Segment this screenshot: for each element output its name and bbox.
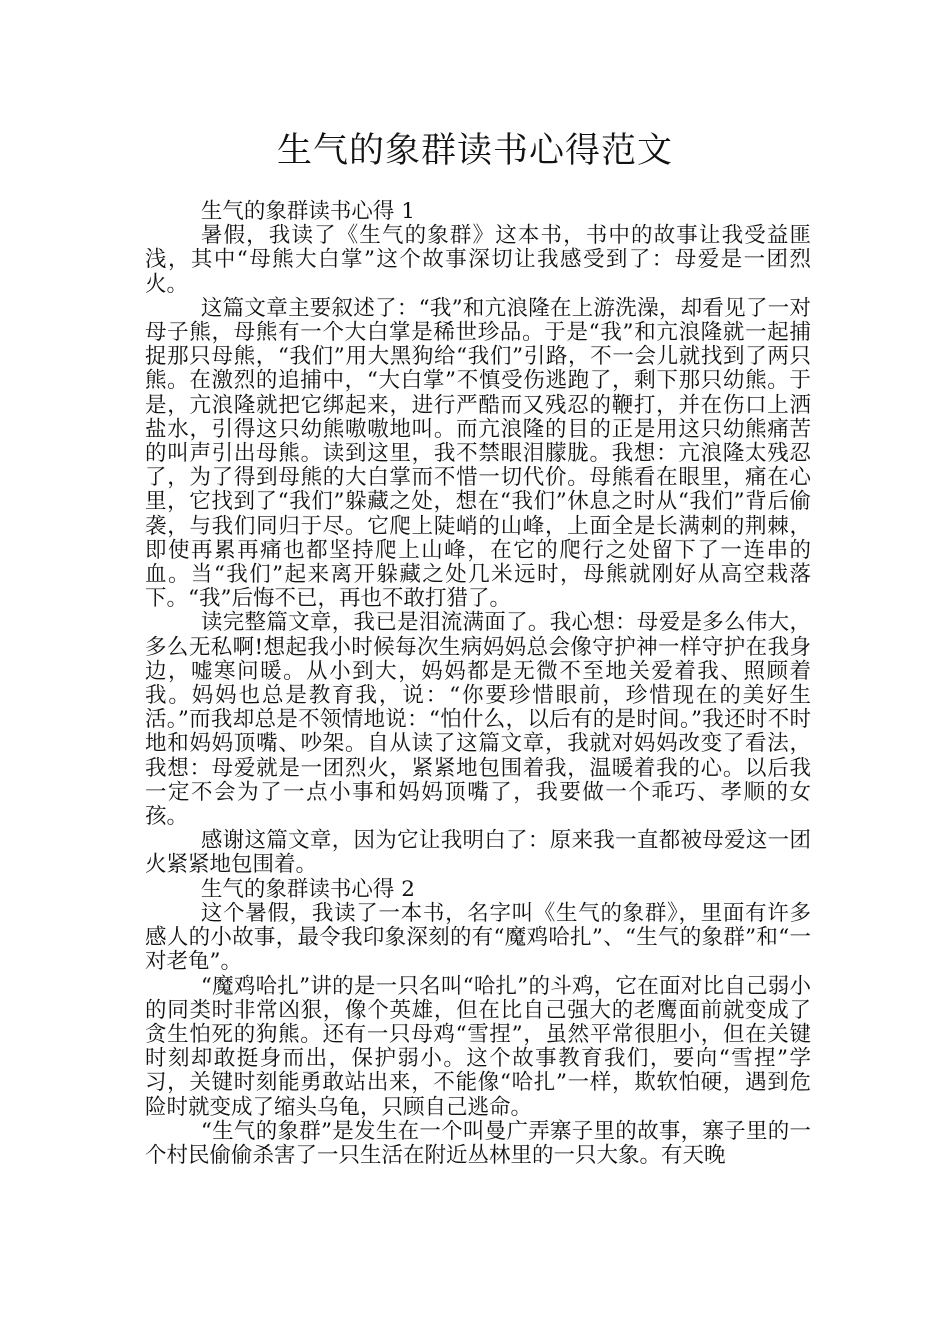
paragraph: 这个暑假，我读了一本书，名字叫《生气的象群》，里面有许多感人的小故事，最令我印象深刻的有“魔鸡哈扎”、“生气的象群”和“一对老龟”。 [145,900,811,975]
paragraph: 暑假，我读了《生气的象群》这本书，书中的故事让我受益匪浅，其中“母熊大白掌”这个故事深切让我感受到了：母爱是一团烈火。 [145,223,811,297]
paragraph: 感谢这篇文章，因为它让我明白了：原来我一直都被母爱这一团火紧紧地包围着。 [145,828,811,878]
paragraph: “魔鸡哈扎”讲的是一只名叫“哈扎”的斗鸡，它在面对比自己弱小的同类时非常凶狠，像个英雄，但在比自己强大的老鹰面前就变成了贪生怕死的狗熊。还有一只母鸡“雪捏”，虽然平常很胆小，但在关键时刻却敢挺身而出，保护弱小。这个故事教育我们，要向“雪捏”学习，关键时刻能勇敢站出来，不能像“哈扎”一样，欺软怕硬，遇到危险时就变成了缩头乌龟，只顾自己逃命。 [145,973,811,1120]
paragraph: 读完整篇文章，我已是泪流满面了。我心想：母爱是多么伟大，多么无私啊!想起我小时候每次生病妈妈总会像守护神一样守护在我身边，嘘寒问暖。从小到大，妈妈都是无微不至地关爱着我、照顾着我。妈妈也总是教育我，说：“你要珍惜眼前，珍惜现在的美好生活。”而我却总是不领情地说：“怕什么，以后有的是时间。”我还时不时地和妈妈顶嘴、吵架。自从读了这篇文章，我就对妈妈改变了看法，我想：母爱就是一团烈火，紧紧地包围着我，温暖着我的心。以后我一定不会为了一点小事和妈妈顶嘴了，我要做一个乖巧、孝顺的女孩。 [145,610,811,830]
paragraph: “生气的象群”是发生在一个叫曼广弄寨子里的故事，寨子里的一个村民偷偷杀害了一只生活在附近丛林里的一只大象。有天晚 [145,1118,811,1168]
section-heading-1: 生气的象群读书心得 1 [200,199,415,224]
paragraph: 这篇文章主要叙述了：“我”和亢浪隆在上游洗澡，却看见了一对母子熊，母熊有一个大白掌是稀世珍品。于是“我”和亢浪隆就一起捕捉那只母熊，“我们”用大黑狗给“我们”引路，不一会儿就找到了两只熊。在激烈的追捕中，“大白掌”不慎受伤逃跑了，剩下那只幼熊。于是，亢浪隆就把它绑起来，进行严酷而又残忍的鞭打，并在伤口上洒盐水，引得这只幼熊嗷嗷地叫。而亢浪隆的目的正是用这只幼熊痛苦的叫声引出母熊。读到这里，我不禁眼泪朦胧。我想：亢浪隆太残忍了，为了得到母熊的大白掌而不惜一切代价。母熊看在眼里，痛在心里，它找到了“我们”躲藏之处，想在“我们”休息之时从“我们”背后偷袭，与我们同归于尽。它爬上陡峭的山峰，上面全是长满刺的荆棘，即使再累再痛也都坚持爬上山峰，在它的爬行之处留下了一连串的血。当“我们”起来离开躲藏之处几米远时，母熊就刚好从高空栽落下。“我”后悔不已，再也不敢打猎了。 [145,295,811,612]
document-body [145,200,811,1168]
document-title: 生气的象群读书心得范文 [276,131,673,171]
section-heading-2: 生气的象群读书心得 2 [200,876,415,902]
